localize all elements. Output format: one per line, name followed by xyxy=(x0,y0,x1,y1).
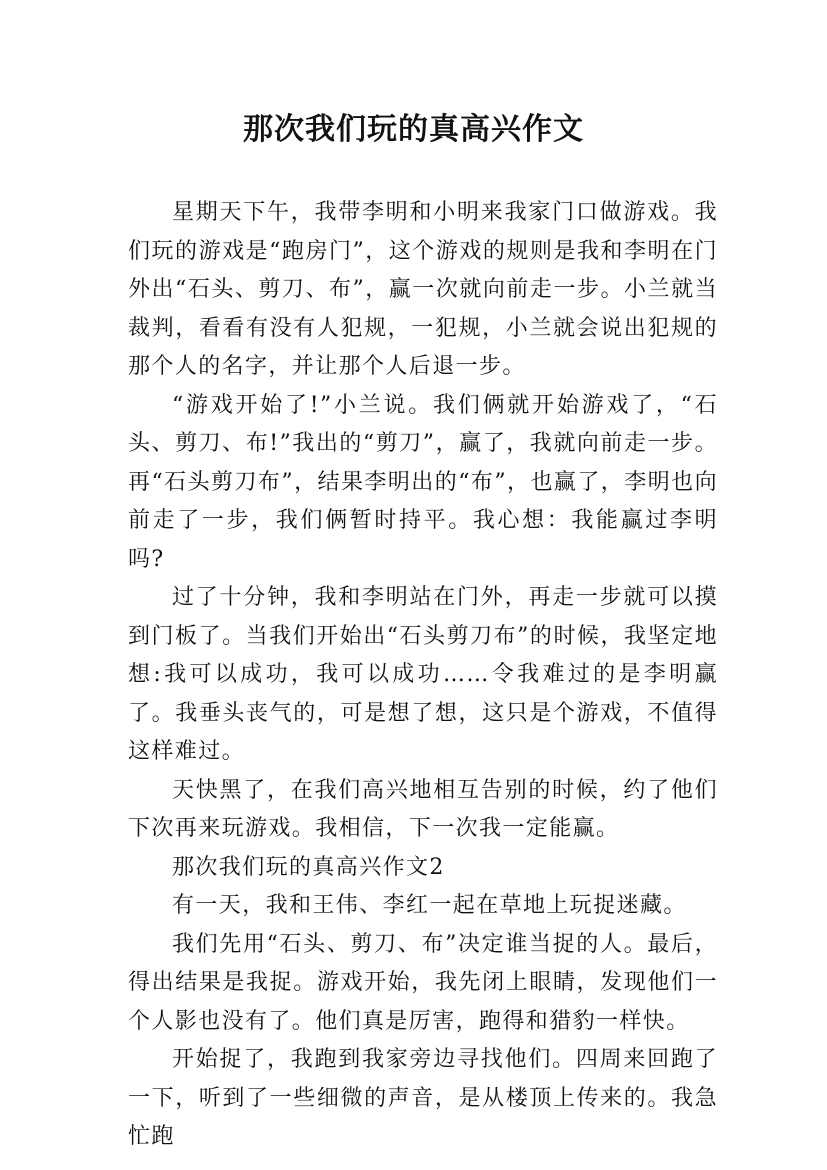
section-heading: 那次我们玩的真高兴作文2 xyxy=(172,854,445,880)
document-body xyxy=(128,194,718,1157)
paragraph: 天快黑了，在我们高兴地相互告别的时候，约了他们下次再来玩游戏。我相信，下一次我一定能赢。 xyxy=(128,777,718,841)
document-title: 那次我们玩的真高兴作文 xyxy=(243,112,584,147)
paragraph: 我们先用“石头、剪刀、布”决定谁当捉的人。最后，得出结果是我捉。游戏开始，我先闭上眼睛，发现他们一个人影也没有了。他们真是厉害，跑得和猎豹一样快。 xyxy=(128,931,718,1034)
paragraph: 开始捉了，我跑到我家旁边寻找他们。四周来回跑了一下，听到了一些细微的声音，是从楼顶上传来的。我急忙跑 xyxy=(128,1047,718,1149)
paragraph: 有一天，我和王伟、李红一起在草地上玩捉迷藏。 xyxy=(172,893,687,918)
paragraph: 过了十分钟，我和李明站在门外，再走一步就可以摸到门板了。当我们开始出“石头剪刀布”的时候，我坚定地想:我可以成功，我可以成功……令我难过的是李明赢了。我垂头丧气的，可是想了想，这只是个游戏，不值得这样难过。 xyxy=(128,585,718,764)
paragraph: 星期天下午，我带李明和小明来我家门口做游戏。我们玩的游戏是“跑房门”，这个游戏的规则是我和李明在门外出“石头、剪刀、布”，赢一次就向前走一步。小兰就当裁判，看看有没有人犯规，一犯规，小兰就会说出犯规的那个人的名字，并让那个人后退一步。 xyxy=(128,200,718,379)
paragraph: “游戏开始了!”小兰说。我们俩就开始游戏了，“石头、剪刀、布!”我出的“剪刀”，赢了，我就向前走一步。再“石头剪刀布”，结果李明出的“布”，也赢了，李明也向前走了一步，我们俩暂时持平。我心想：我能赢过李明吗? xyxy=(128,392,718,572)
